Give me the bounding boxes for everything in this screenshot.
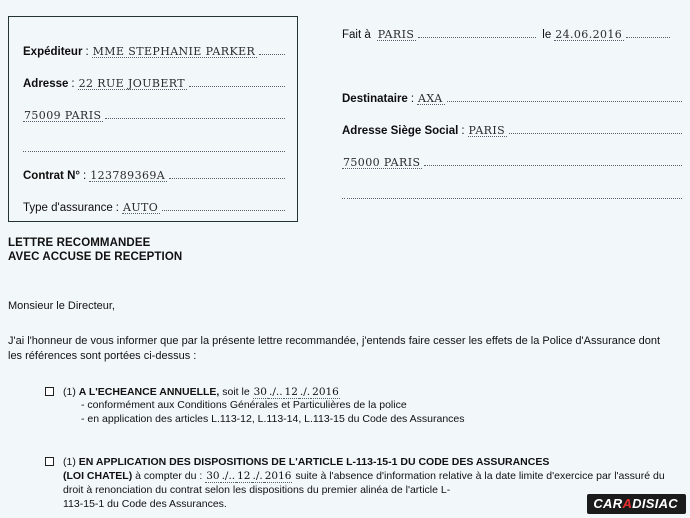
- contrat-label: Contrat N°: [23, 170, 80, 182]
- clause-loi-chatel-title-line1: EN APPLICATION DES DISPOSITIONS DE L'ARTICLE L-113-15-1 DU CODE DES ASSURANCES: [78, 456, 550, 468]
- caradisiac-watermark: [587, 494, 686, 514]
- clause-loi-chatel-sep1: ./..: [221, 470, 236, 482]
- clause-loi-chatel-number: (1): [63, 456, 76, 468]
- fait-a-dots: [418, 26, 536, 38]
- clause-loi-chatel-line2: [63, 469, 670, 497]
- type-assurance-label: Type d'assurance: [23, 202, 113, 214]
- registered-letter-title: [8, 236, 182, 264]
- adresse-line2-row: [23, 107, 285, 122]
- clause-annual-expiry-sep1: ./..: [268, 386, 283, 398]
- clause-annual-expiry-line1: [63, 385, 670, 399]
- watermark-accent: A: [622, 496, 633, 511]
- fait-a-label: Fait à: [342, 29, 371, 41]
- adresse-siege-line3-dots: [347, 187, 682, 199]
- watermark-suffix: DISIAC: [632, 496, 678, 511]
- expediteur-dots: [259, 43, 285, 55]
- adresse-siege-colon: :: [461, 125, 465, 137]
- expediteur-colon: :: [85, 46, 89, 58]
- contrat-value[interactable]: 123789369A: [90, 169, 166, 182]
- adresse-siege-line2-dots: [424, 154, 682, 166]
- clause-annual-expiry-bullet-1: - conformément aux Conditions Générales et Particulières de la police: [81, 399, 407, 411]
- watermark-prefix: CAR: [593, 496, 623, 511]
- clause-annual-expiry-number: (1): [63, 386, 76, 398]
- clause-annual-expiry-lead: soit le: [222, 386, 250, 398]
- clause-loi-chatel-sep2: ./.: [252, 470, 263, 482]
- adresse-row: [23, 75, 285, 90]
- clause-annual-expiry-bullet-2-text: en application des articles L.113-12, L.113-14, L.113-15 du Code des Assurances: [87, 412, 465, 425]
- clause-annual-expiry-sep2: ./.: [299, 386, 311, 398]
- fait-a-value[interactable]: PARIS: [377, 28, 415, 41]
- expediteur-row: [23, 43, 285, 58]
- clause-annual-expiry-body: [63, 385, 670, 426]
- type-assurance-value[interactable]: AUTO: [122, 201, 159, 214]
- adresse-siege-line3-value[interactable]: [342, 186, 345, 199]
- expediteur-label: Expéditeur: [23, 46, 83, 58]
- adresse-line3-row: [23, 139, 285, 152]
- type-assurance-row: [23, 199, 285, 214]
- destinataire-label: Destinataire: [342, 93, 408, 105]
- clause-loi-chatel-line3: 113-15-1 du Code des Assurances.: [63, 498, 227, 510]
- adresse-dots: [189, 75, 285, 87]
- clause-annual-expiry-year[interactable]: 2016: [312, 386, 339, 398]
- clause-annual-expiry: [45, 385, 670, 426]
- adresse-value[interactable]: 22 RUE JOUBERT: [78, 77, 186, 90]
- clause-annual-expiry-title: A L'ECHEANCE ANNUELLE,: [78, 386, 220, 398]
- adresse-line3-dots: [28, 140, 285, 152]
- adresse-siege-value[interactable]: PARIS: [468, 124, 506, 137]
- clause-loi-chatel-day[interactable]: 30: [206, 470, 220, 482]
- contrat-colon: :: [82, 170, 87, 182]
- type-assurance-dots: [162, 199, 285, 211]
- type-assurance-colon: :: [115, 202, 119, 214]
- adresse-line3-value[interactable]: [23, 139, 26, 152]
- expediteur-value[interactable]: MME STEPHANIE PARKER: [92, 45, 256, 58]
- le-label: le: [542, 29, 552, 41]
- clause-loi-chatel-line1: [63, 455, 670, 469]
- adresse-siege-line3-row: [342, 186, 682, 199]
- adresse-colon: :: [71, 78, 75, 90]
- le-dots: [626, 26, 670, 38]
- clause-loi-chatel-body: [63, 455, 670, 511]
- contrat-dots: [169, 167, 285, 179]
- salutation: Monsieur le Directeur,: [8, 300, 115, 312]
- clause-loi-chatel-month[interactable]: 12: [237, 470, 251, 482]
- adresse-line2-dots: [105, 107, 285, 119]
- registered-letter-title-line2: AVEC ACCUSE DE RECEPTION: [8, 251, 183, 263]
- clause-loi-chatel-year[interactable]: 2016: [264, 470, 292, 482]
- adresse-siege-dots: [509, 122, 682, 134]
- sender-box: [8, 16, 298, 222]
- contrat-row: [23, 167, 285, 182]
- intro-paragraph: J'ai l'honneur de vous informer que par la présente lettre recommandée, j'entends faire cesser les effets de la Police d'Assurance dont les références sont portées ci-dessus :: [8, 335, 661, 362]
- clause-loi-chatel-title-line2: (LOI CHATEL): [63, 470, 133, 482]
- destinataire-dots: [447, 90, 682, 102]
- destinataire-row: [342, 90, 682, 105]
- clause-loi-chatel-body-text: suite à l'absence d'information relative à la date limite d'exercice par l'assuré du droit à renonciation du contrat selon les dispositions du premier alinéa de l'article L-: [63, 470, 665, 496]
- adresse-siege-line2-value[interactable]: 75000 PARIS: [343, 156, 421, 169]
- le-value[interactable]: 24.06.2016: [555, 28, 623, 41]
- clause-loi-chatel-checkbox[interactable]: [45, 457, 54, 466]
- destinataire-colon: :: [410, 93, 415, 105]
- adresse-siege-label: Adresse Siège Social: [342, 125, 459, 137]
- clause-loi-chatel-lead: à compter du :: [135, 470, 203, 482]
- clause-loi-chatel: [45, 455, 670, 511]
- adresse-siege-line2-row: [342, 154, 682, 169]
- clause-annual-expiry-checkbox[interactable]: [45, 387, 54, 396]
- clause-annual-expiry-month[interactable]: 12: [284, 386, 298, 398]
- fait-a-row: [342, 26, 682, 41]
- destinataire-value[interactable]: AXA: [418, 92, 443, 105]
- clause-annual-expiry-bullet-2: - en application des articles L.113-12, L.113-14, L.113-15 du Code des Assurances: [81, 412, 465, 425]
- clause-annual-expiry-bullet-1-text: conformément aux Conditions Générales et Particulières de la police: [87, 399, 407, 411]
- clause-annual-expiry-day[interactable]: 30: [253, 386, 267, 398]
- adresse-line2-value[interactable]: 75009 PARIS: [24, 109, 102, 122]
- registered-letter-title-line1: LETTRE RECOMMANDEE: [8, 237, 151, 249]
- adresse-label: Adresse: [23, 78, 69, 90]
- adresse-siege-row: [342, 122, 682, 137]
